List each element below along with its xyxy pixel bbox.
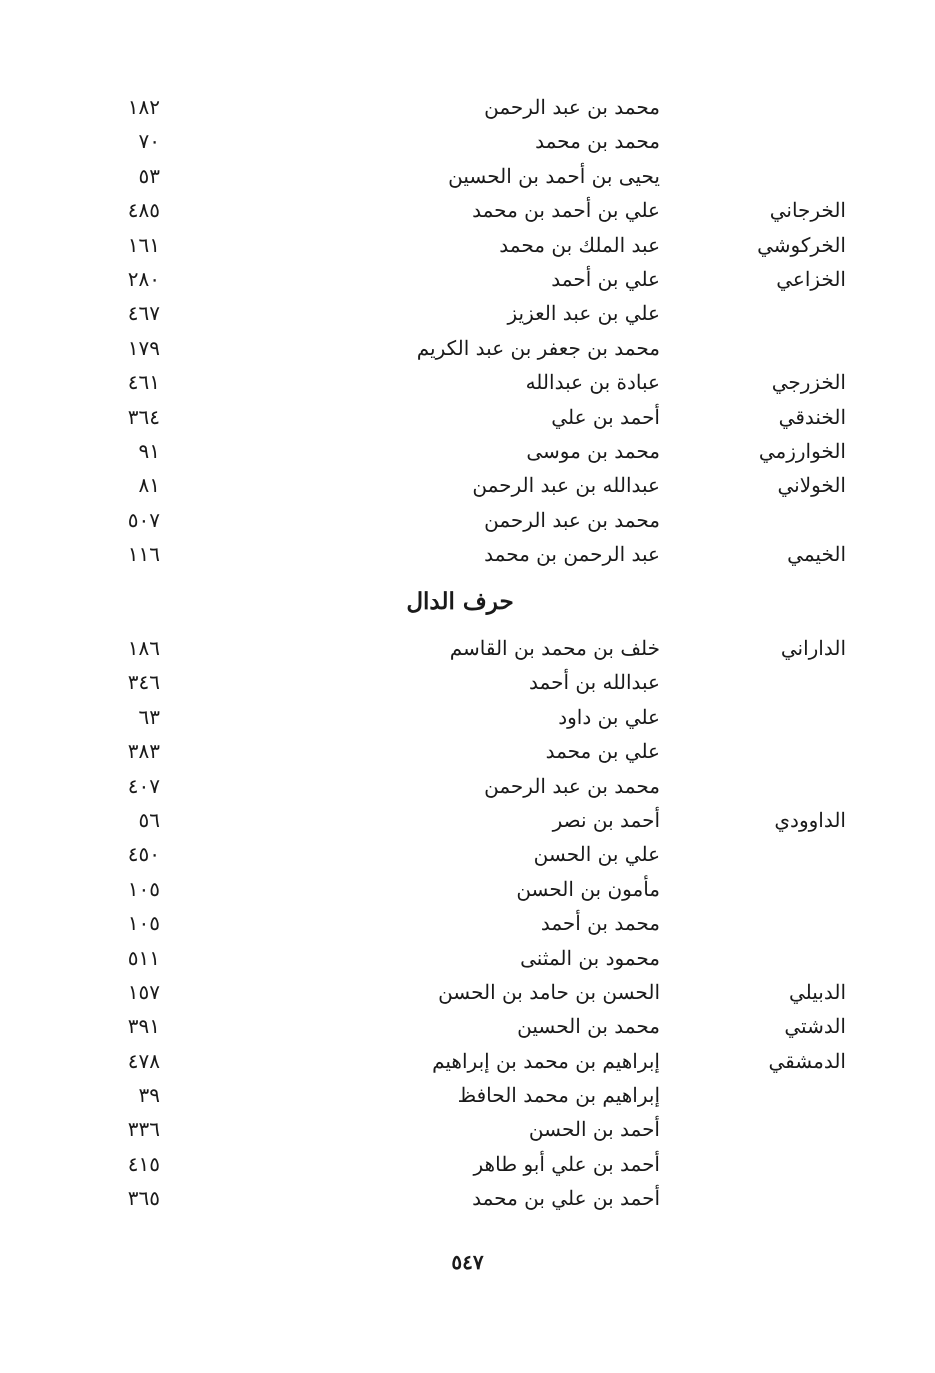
index-row [100, 331, 860, 365]
page-reference: ٥١١ [127, 945, 160, 970]
index-row [100, 734, 860, 768]
index-row [100, 365, 860, 399]
nisba-label: الخرجاني [769, 198, 846, 223]
page-reference: ٤٠٧ [127, 773, 160, 798]
person-name: محمد بن عبد الرحمن [484, 773, 660, 798]
person-name: علي بن داود [558, 704, 660, 729]
index-row [100, 700, 860, 734]
person-name: علي بن محمد [545, 739, 660, 764]
page-reference: ٣٩ [138, 1083, 160, 1108]
index-row [100, 90, 860, 124]
index-row [100, 1009, 860, 1043]
person-name: عبدالله بن عبد الرحمن [472, 473, 660, 498]
index-row [100, 837, 860, 871]
person-name: الحسن بن حامد بن الحسن [438, 979, 660, 1004]
person-name: عبد الملك بن محمد [499, 232, 660, 257]
index-section-dal [100, 631, 860, 1216]
index-row [100, 665, 860, 699]
person-name: محمد بن عبد الرحمن [484, 507, 660, 532]
index-row [100, 769, 860, 803]
person-name: محمد بن أحمد [540, 911, 660, 936]
page-reference: ٣٤٦ [127, 670, 160, 695]
person-name: علي بن الحسن [533, 842, 660, 867]
page-reference: ٣٨٣ [127, 739, 160, 764]
person-name: علي بن أحمد [551, 266, 660, 291]
index-row [100, 1078, 860, 1112]
nisba-label: الداوودي [774, 807, 846, 832]
index-row [100, 906, 860, 940]
person-name: علي بن عبد العزيز [507, 301, 660, 326]
person-name: محمد بن جعفر بن عبد الكريم [416, 335, 660, 360]
index-row [100, 1044, 860, 1078]
person-name: أحمد بن نصر [552, 807, 660, 832]
page-reference: ٥٦ [138, 807, 160, 832]
page-reference: ٤٨٥ [127, 198, 160, 223]
person-name: يحيى بن أحمد بن الحسين [448, 163, 660, 188]
page-reference: ٦٣ [138, 704, 160, 729]
index-row [100, 1147, 860, 1181]
index-row [100, 631, 860, 665]
person-name: إبراهيم بن محمد الحافظ [457, 1083, 660, 1108]
page-reference: ٧٠ [138, 129, 160, 154]
page-reference: ٥٠٧ [127, 507, 160, 532]
index-row [100, 468, 860, 502]
page-reference: ٤٦١ [127, 370, 160, 395]
index-row [100, 975, 860, 1009]
person-name: عبدالله بن أحمد [529, 670, 660, 695]
person-name: محمد بن موسى [526, 438, 660, 463]
nisba-label: الخيمي [787, 542, 846, 567]
nisba-label: الدبيلي [788, 979, 846, 1004]
nisba-label: الداراني [780, 636, 846, 660]
index-row [100, 872, 860, 906]
person-name: مأمون بن الحسن [516, 876, 660, 901]
person-name: أحمد بن علي أبو طاهر [473, 1151, 660, 1176]
nisba-label: الخولاني [777, 473, 846, 498]
page-reference: ١٦١ [127, 232, 160, 257]
person-name: محمد بن الحسين [517, 1014, 660, 1039]
index-row [100, 296, 860, 330]
index-row [100, 400, 860, 434]
page-reference: ١٠٥ [127, 876, 160, 901]
page-reference: ٨١ [138, 473, 160, 498]
index-row [100, 503, 860, 537]
index-row [100, 434, 860, 468]
page-reference: ١١٦ [127, 542, 160, 567]
person-name: أحمد بن الحسن [528, 1117, 660, 1142]
person-name: أحمد بن علي [551, 404, 660, 429]
index-row [100, 228, 860, 262]
index-row [100, 124, 860, 158]
page-reference: ٣٦٤ [127, 404, 160, 429]
person-name: محمد بن محمد [535, 129, 660, 154]
page-reference: ٣٦٥ [127, 1186, 160, 1211]
index-row [100, 1112, 860, 1146]
nisba-label: الخزرجي [771, 370, 846, 395]
page-reference: ١٧٩ [127, 335, 160, 360]
index-row [100, 193, 860, 227]
page-reference: ١٨٦ [127, 636, 160, 660]
page-reference: ١٥٧ [127, 979, 160, 1004]
page-reference: ٢٨٠ [127, 266, 160, 291]
page-reference: ٤٧٨ [127, 1048, 160, 1073]
index-row [100, 262, 860, 296]
person-name: علي بن أحمد بن محمد [472, 198, 660, 223]
index-row [100, 941, 860, 975]
nisba-label: الدشتي [784, 1014, 846, 1039]
index-section-kha [100, 90, 860, 571]
nisba-label: الخزاعي [776, 266, 846, 291]
nisba-label: الخندقي [778, 404, 846, 429]
nisba-label: الدمشقي [768, 1048, 846, 1073]
page-reference: ١٨٢ [127, 95, 160, 119]
nisba-label: الخوارزمي [758, 438, 846, 463]
letter-heading: حرف الدال [406, 588, 514, 615]
page-reference: ٤١٥ [127, 1151, 160, 1176]
page-number: ٥٤٧ [451, 1250, 484, 1274]
page-reference: ٣٣٦ [127, 1117, 160, 1142]
person-name: خلف بن محمد بن القاسم [449, 636, 660, 660]
page-reference: ٤٥٠ [127, 842, 160, 867]
person-name: محمود بن المثنى [520, 945, 660, 970]
index-row [100, 537, 860, 571]
index-row [100, 803, 860, 837]
page-reference: ٥٣ [138, 163, 160, 188]
person-name: عبادة بن عبدالله [525, 370, 660, 395]
person-name: أحمد بن علي بن محمد [472, 1186, 660, 1211]
index-row [100, 1181, 860, 1215]
person-name: عبد الرحمن بن محمد [484, 542, 660, 567]
nisba-label: الخركوشي [757, 232, 846, 257]
page-reference: ٤٦٧ [127, 301, 160, 326]
index-row [100, 159, 860, 193]
page-reference: ٩١ [138, 438, 160, 463]
person-name: محمد بن عبد الرحمن [484, 95, 660, 119]
page-reference: ٣٩١ [127, 1014, 160, 1039]
page-reference: ١٠٥ [127, 911, 160, 936]
person-name: إبراهيم بن محمد بن إبراهيم [432, 1048, 660, 1073]
